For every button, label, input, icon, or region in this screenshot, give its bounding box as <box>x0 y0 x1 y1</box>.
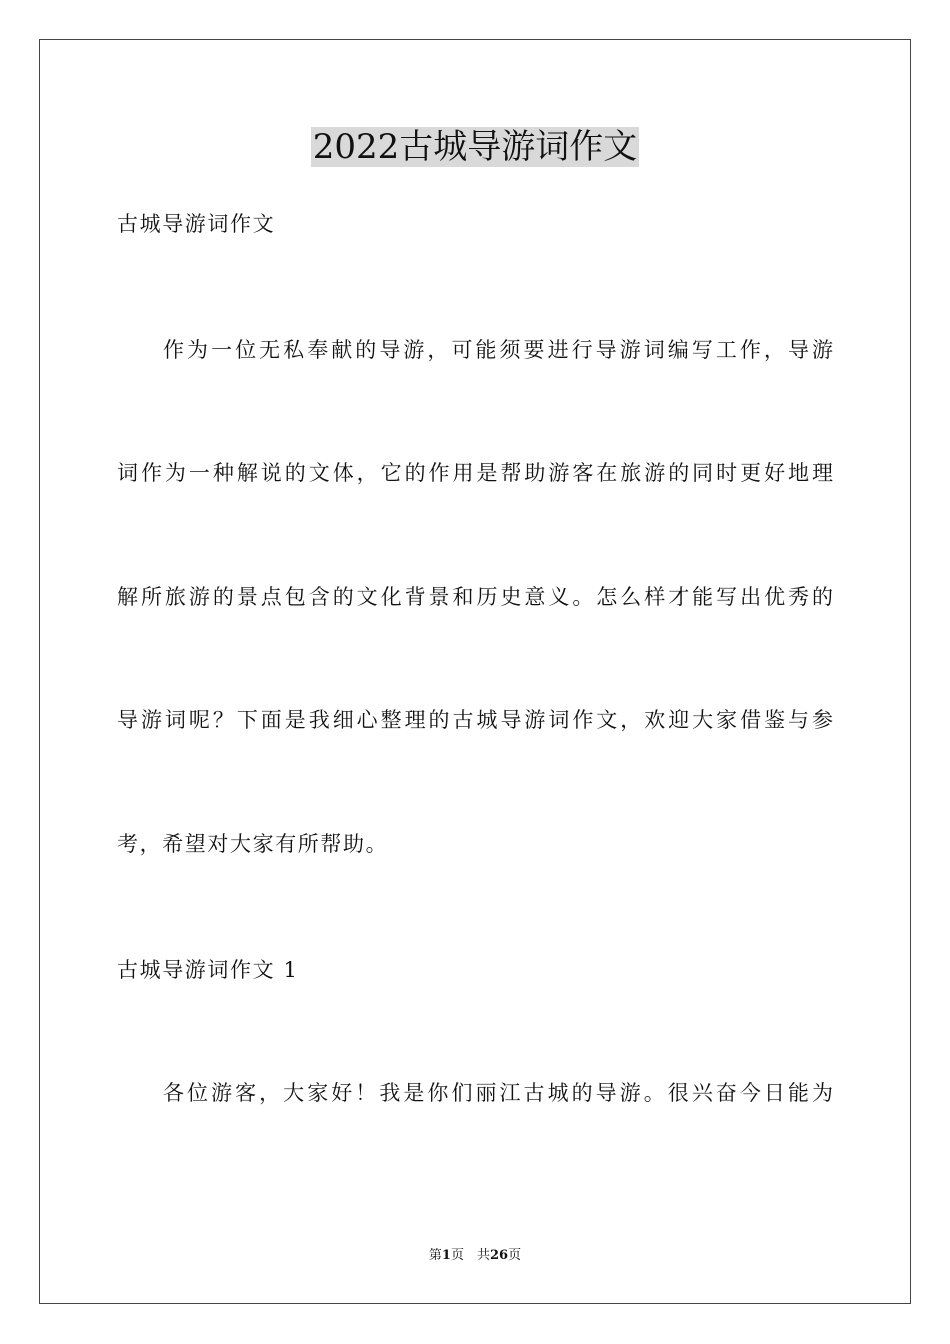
page-footer <box>0 1247 950 1265</box>
footer-page-suffix: 页 <box>508 1248 522 1263</box>
section-heading: 古城导游词作文 1 <box>117 958 299 982</box>
document-subtitle: 古城导游词作文 <box>117 212 276 236</box>
footer-page-mid: 页 共 <box>450 1248 490 1263</box>
intro-line-1: 作为一位无私奉献的导游，可能须要进行导游词编写工作，导游 <box>163 338 833 362</box>
intro-line-4: 导游词呢？下面是我细心整理的古城导游词作文，欢迎大家借鉴与参 <box>117 708 833 732</box>
intro-line-3: 解所旅游的景点包含的文化背景和历史意义。怎么样才能写出优秀的 <box>117 585 833 609</box>
footer-page-total: 26 <box>489 1248 509 1263</box>
footer-page-prefix: 第 <box>428 1248 442 1263</box>
intro-line-5: 考，希望对大家有所帮助。 <box>117 832 389 856</box>
intro-line-2: 词作为一种解说的文体，它的作用是帮助游客在旅游的同时更好地理 <box>117 461 833 485</box>
footer-page-current: 1 <box>441 1248 451 1263</box>
document-title <box>0 124 950 170</box>
section-first-line: 各位游客，大家好！我是你们丽江古城的导游。很兴奋今日能为 <box>163 1081 833 1105</box>
document-title-text: 2022古城导游词作文 <box>312 127 638 167</box>
